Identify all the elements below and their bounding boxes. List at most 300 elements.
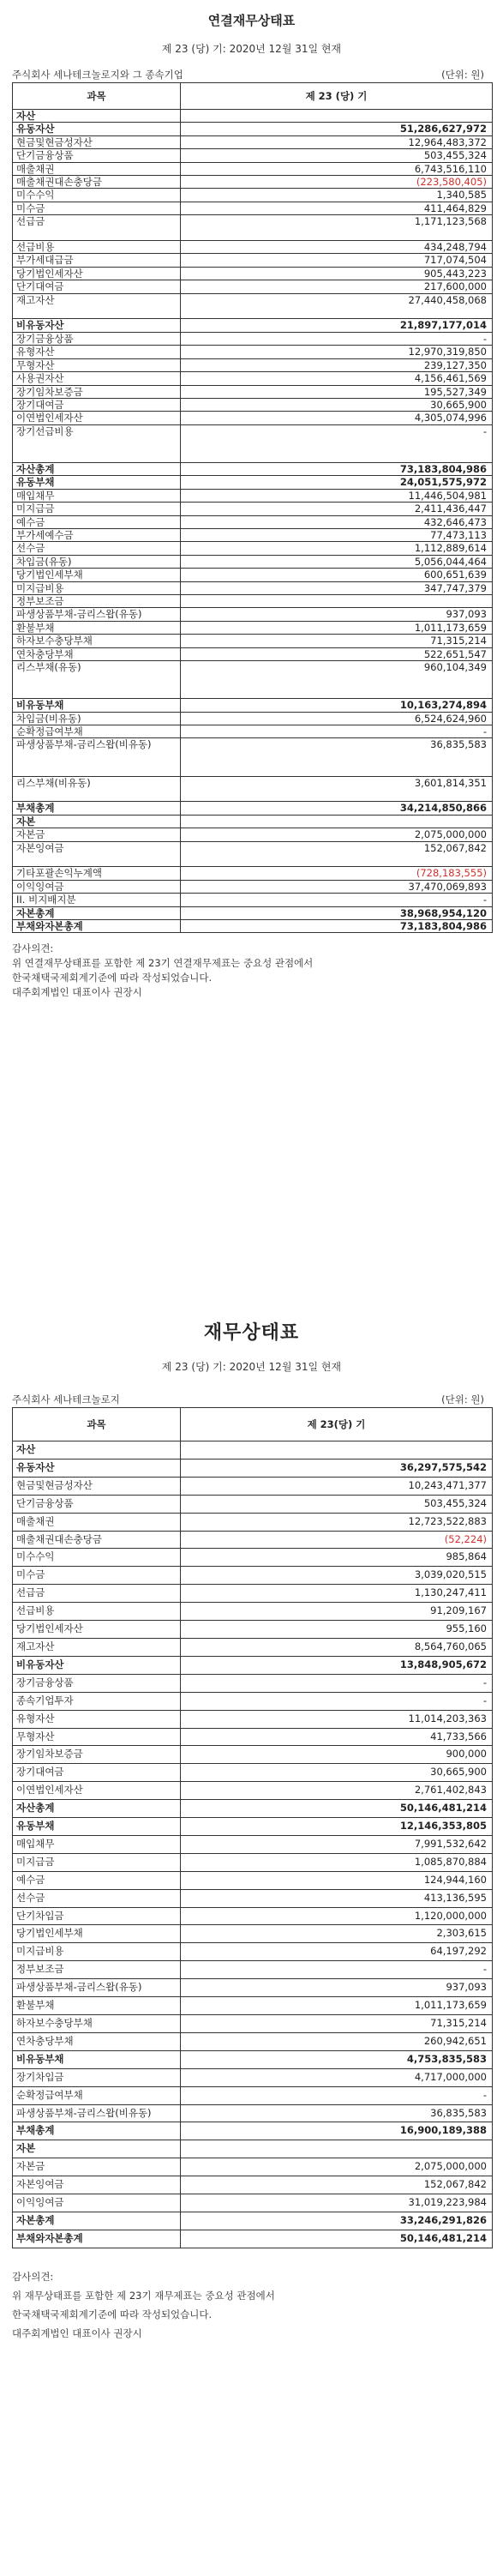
account-value: 71,315,214 <box>181 2015 493 2033</box>
account-label: 매출채권 <box>13 1513 181 1531</box>
table-row <box>13 1621 493 1639</box>
table-row <box>13 2140 493 2158</box>
account-value: - <box>181 424 493 437</box>
table-row <box>13 1835 493 1853</box>
account-label: 예수금 <box>13 515 181 528</box>
account-value: 50,146,481,214 <box>181 1800 493 1818</box>
table-row <box>13 867 493 880</box>
table-row <box>13 2068 493 2086</box>
account-value: 717,074,504 <box>181 254 493 267</box>
account-label: 매출채권대손충당금 <box>13 1531 181 1549</box>
account-value: 73,183,804,986 <box>181 462 493 475</box>
account-label: 부채총계 <box>13 2122 181 2140</box>
account-value: - <box>181 2086 493 2104</box>
company-name: 주식회사 세나테크놀로지와 그 종속기업 <box>12 69 183 81</box>
table-row <box>13 2158 493 2176</box>
account-label: 자본잉여금 <box>13 2176 181 2194</box>
table-row <box>13 1889 493 1907</box>
account-label: 유동부채 <box>13 476 181 489</box>
account-value: 12,146,353,805 <box>181 1818 493 1836</box>
account-value: 3,601,814,351 <box>181 776 493 789</box>
account-label: 사용권자산 <box>13 372 181 385</box>
account-label <box>13 306 181 319</box>
account-label: 파생상품부채-금리스왑(비유동) <box>13 2104 181 2122</box>
account-label: 하자보수충당부채 <box>13 635 181 647</box>
account-value: 33,246,291,826 <box>181 2212 493 2230</box>
table-row <box>13 1531 493 1549</box>
account-value <box>181 450 493 463</box>
table-row <box>13 2212 493 2230</box>
account-label: 장기임차보증금 <box>13 1746 181 1764</box>
table-row <box>13 594 493 607</box>
separate-subtitle: 제 23 (당) 기: 2020년 12월 31일 현재 <box>161 1361 342 1373</box>
account-value: 36,297,575,542 <box>181 1459 493 1477</box>
separate-meta <box>12 1392 491 1407</box>
table-row <box>13 906 493 919</box>
table-row <box>13 1459 493 1477</box>
table-row <box>13 2032 493 2050</box>
table-row <box>13 1567 493 1585</box>
audit-line: 한국채택국제회계기준에 따라 작성되었습니다. <box>12 2308 213 2320</box>
account-value <box>181 686 493 699</box>
account-value: 3,039,020,515 <box>181 1567 493 1585</box>
table-row <box>13 802 493 815</box>
account-label <box>13 450 181 463</box>
table-row <box>13 725 493 738</box>
account-value: 51,286,627,972 <box>181 123 493 135</box>
table-row <box>13 1549 493 1567</box>
account-value: 124,944,160 <box>181 1871 493 1889</box>
account-value: 1,130,247,411 <box>181 1585 493 1603</box>
account-value: 4,753,835,583 <box>181 2050 493 2068</box>
account-value: 960,104,349 <box>181 661 493 674</box>
account-label: 이연법인세자산 <box>13 412 181 424</box>
account-label: 환불부채 <box>13 621 181 634</box>
account-value: 985,864 <box>181 1549 493 1567</box>
account-label: 부채총계 <box>13 802 181 815</box>
account-value: 1,011,173,659 <box>181 621 493 634</box>
account-value: 4,305,074,996 <box>181 412 493 424</box>
account-label: 자본 <box>13 2140 181 2158</box>
account-value: 413,136,595 <box>181 1889 493 1907</box>
account-label: 단기금융상품 <box>13 149 181 162</box>
account-value: 955,160 <box>181 1621 493 1639</box>
account-value: 6,743,516,110 <box>181 162 493 175</box>
table-row <box>13 2104 493 2122</box>
table-row <box>13 450 493 463</box>
account-value: 27,440,458,068 <box>181 293 493 306</box>
account-label <box>13 437 181 449</box>
table-row <box>13 894 493 906</box>
audit-line: 감사의견: <box>12 942 54 955</box>
account-value: 12,970,319,850 <box>181 346 493 358</box>
account-value: 600,651,639 <box>181 569 493 581</box>
consolidated-meta <box>12 67 491 82</box>
table-row <box>13 215 493 228</box>
table-row <box>13 202 493 214</box>
account-value: 195,527,349 <box>181 385 493 398</box>
account-label: 비유동자산 <box>13 1656 181 1674</box>
table-row <box>13 1961 493 1979</box>
account-value <box>181 854 493 867</box>
table-row <box>13 372 493 385</box>
table-row <box>13 293 493 306</box>
account-label <box>13 789 181 802</box>
account-value: 11,014,203,363 <box>181 1710 493 1728</box>
table-row <box>13 332 493 345</box>
account-label: 선급비용 <box>13 241 181 254</box>
account-value: 503,455,324 <box>181 149 493 162</box>
account-label: 하자보수충당부채 <box>13 2015 181 2033</box>
account-value: 38,968,954,120 <box>181 906 493 919</box>
table-row <box>13 1871 493 1889</box>
table-row <box>13 149 493 162</box>
account-value: 8,564,760,065 <box>181 1638 493 1656</box>
account-label: 정부보조금 <box>13 594 181 607</box>
table-row <box>13 2050 493 2068</box>
account-label <box>13 751 181 763</box>
account-label: 선급금 <box>13 1585 181 1603</box>
account-value: - <box>181 1674 493 1692</box>
consolidated-title: 연결재무상태표 <box>207 13 296 28</box>
separate-section <box>0 1282 503 2576</box>
account-label: 재고자산 <box>13 1638 181 1656</box>
account-label: 순확정급여부채 <box>13 725 181 738</box>
account-label: 장기대여금 <box>13 1764 181 1782</box>
account-value: 347,747,379 <box>181 581 493 594</box>
account-value: 34,214,850,866 <box>181 802 493 815</box>
audit-line: 대주회계법인 대표이사 권장시 <box>12 2326 142 2339</box>
account-label: 현금및현금성자산 <box>13 135 181 148</box>
account-label: 자본금 <box>13 828 181 841</box>
table-row <box>13 267 493 280</box>
account-label: 단기금융상품 <box>13 1495 181 1513</box>
table-row <box>13 1638 493 1656</box>
table-row <box>13 110 493 123</box>
audit-line: 위 연결재무상태표를 포함한 제 23기 연결재무제표는 중요성 관점에서 <box>12 957 314 970</box>
account-label: 기타포괄손익누계액 <box>13 867 181 880</box>
table-row <box>13 1585 493 1603</box>
table-row <box>13 2086 493 2104</box>
account-label: 매출채권대손충당금 <box>13 176 181 189</box>
account-value: 900,000 <box>181 1746 493 1764</box>
table-row <box>13 254 493 267</box>
table-row <box>13 528 493 541</box>
account-label: 자산총계 <box>13 462 181 475</box>
table-row <box>13 1656 493 1674</box>
account-label: 유동자산 <box>13 123 181 135</box>
account-value: 30,665,900 <box>181 398 493 411</box>
table-row <box>13 1495 493 1513</box>
table-row <box>13 699 493 712</box>
table-row <box>13 1603 493 1621</box>
account-label: 미수수익 <box>13 1549 181 1567</box>
table-row <box>13 751 493 763</box>
account-value: 30,665,900 <box>181 1764 493 1782</box>
account-value: 5,056,044,464 <box>181 555 493 568</box>
account-value: 2,075,000,000 <box>181 2158 493 2176</box>
account-value: - <box>181 1692 493 1710</box>
table-row <box>13 789 493 802</box>
account-value: 239,127,350 <box>181 358 493 371</box>
table-row <box>13 1746 493 1764</box>
account-label: 리스부채(비유동) <box>13 776 181 789</box>
consolidated-balance-table <box>12 82 493 933</box>
account-label: 유동부채 <box>13 1818 181 1836</box>
account-label: 자본잉여금 <box>13 841 181 854</box>
table-row <box>13 661 493 674</box>
account-value <box>181 1441 493 1460</box>
account-value: 937,093 <box>181 608 493 621</box>
table-row <box>13 123 493 135</box>
account-value: 6,524,624,960 <box>181 712 493 725</box>
table-row <box>13 1997 493 2015</box>
account-value <box>181 228 493 241</box>
account-label: 장기금융상품 <box>13 1674 181 1692</box>
table-row <box>13 2015 493 2033</box>
account-value: 7,991,532,642 <box>181 1835 493 1853</box>
account-label: 자본금 <box>13 2158 181 2176</box>
table-row <box>13 241 493 254</box>
table-row <box>13 555 493 568</box>
account-value: - <box>181 894 493 906</box>
account-value <box>181 763 493 776</box>
account-label: 이연법인세자산 <box>13 1782 181 1800</box>
account-value: 12,964,483,372 <box>181 135 493 148</box>
account-value: 36,835,583 <box>181 738 493 751</box>
account-label: 미수금 <box>13 202 181 214</box>
table-row <box>13 621 493 634</box>
table-row <box>13 1943 493 1961</box>
table-row <box>13 647 493 660</box>
account-label: 미지급금 <box>13 1853 181 1871</box>
unit-label: (단위: 원) <box>441 69 484 81</box>
account-label: 매출채권 <box>13 162 181 175</box>
account-label: 파생상품부채-금리스왑(유동) <box>13 1979 181 1997</box>
account-label: 현금및현금성자산 <box>13 1477 181 1495</box>
account-value: 50,146,481,214 <box>181 2230 493 2248</box>
account-label: 차입금(유동) <box>13 555 181 568</box>
account-value: 1,085,870,884 <box>181 1853 493 1871</box>
table-row <box>13 2122 493 2140</box>
account-label: 자본총계 <box>13 906 181 919</box>
table-row <box>13 515 493 528</box>
table-row <box>13 1925 493 1943</box>
account-value: 1,011,173,659 <box>181 1997 493 2015</box>
account-value <box>181 594 493 607</box>
account-label: 부채와자본총계 <box>13 2230 181 2248</box>
audit-line: 대주회계법인 대표이사 권장시 <box>12 986 142 999</box>
separate-table-body <box>13 1441 493 2248</box>
table-row <box>13 1818 493 1836</box>
account-label: 당기법인세자산 <box>13 1621 181 1639</box>
account-label: 유형자산 <box>13 346 181 358</box>
account-label: 장기선급비용 <box>13 424 181 437</box>
account-value: 73,183,804,986 <box>181 920 493 933</box>
account-value: 12,723,522,883 <box>181 1513 493 1531</box>
account-label: 이익잉여금 <box>13 2194 181 2212</box>
account-label: 비유동부채 <box>13 2050 181 2068</box>
account-label: 연차충당부채 <box>13 2032 181 2050</box>
account-value: (728,183,555) <box>181 867 493 880</box>
table-row <box>13 412 493 424</box>
table-row <box>13 476 493 489</box>
account-value: 411,464,829 <box>181 202 493 214</box>
account-value <box>181 110 493 123</box>
account-value: 21,897,177,014 <box>181 319 493 332</box>
account-label: 이익잉여금 <box>13 880 181 893</box>
account-label: 매입채무 <box>13 1835 181 1853</box>
account-value: - <box>181 1961 493 1979</box>
table-row <box>13 569 493 581</box>
table-row <box>13 2176 493 2194</box>
period-header: 제 23(당) 기 <box>181 1408 493 1441</box>
consolidated-table-body <box>13 110 493 933</box>
account-label: 자산 <box>13 1441 181 1460</box>
table-row <box>13 398 493 411</box>
table-row <box>13 306 493 319</box>
account-label: 장기대여금 <box>13 398 181 411</box>
separate-balance-table <box>12 1407 493 2248</box>
account-label: 무형자산 <box>13 358 181 371</box>
table-row <box>13 280 493 293</box>
table-row <box>13 1853 493 1871</box>
table-row <box>13 763 493 776</box>
table-row <box>13 162 493 175</box>
table-row <box>13 1800 493 1818</box>
account-value: 16,900,189,388 <box>181 2122 493 2140</box>
account-label: 연차충당부채 <box>13 647 181 660</box>
account-label: 부채와자본총계 <box>13 920 181 933</box>
account-label: 파생상품부채-금리스왑(비유동) <box>13 738 181 751</box>
table-row <box>13 1477 493 1495</box>
table-row <box>13 738 493 751</box>
account-value: 71,315,214 <box>181 635 493 647</box>
table-row <box>13 1728 493 1746</box>
account-label: 미수금 <box>13 1567 181 1585</box>
consolidated-section <box>0 0 503 1282</box>
audit-line: 감사의견: <box>12 2270 54 2283</box>
table-row <box>13 841 493 854</box>
account-label: 당기법인세부채 <box>13 1925 181 1943</box>
account-label: II. 비지배지분 <box>13 894 181 906</box>
account-label: 무형자산 <box>13 1728 181 1746</box>
account-value <box>181 673 493 685</box>
account-value: 2,075,000,000 <box>181 828 493 841</box>
table-row <box>13 135 493 148</box>
table-row <box>13 437 493 449</box>
account-label: 비유동자산 <box>13 319 181 332</box>
account-label: 자산 <box>13 110 181 123</box>
table-row <box>13 776 493 789</box>
account-value: 152,067,842 <box>181 2176 493 2194</box>
account-label: 자산총계 <box>13 1800 181 1818</box>
account-value <box>181 437 493 449</box>
account-value: 4,717,000,000 <box>181 2068 493 2086</box>
table-row <box>13 424 493 437</box>
separate-title: 재무상태표 <box>203 1322 300 1344</box>
account-label: 정부보조금 <box>13 1961 181 1979</box>
account-value: 1,120,000,000 <box>181 1907 493 1925</box>
account-value: 152,067,842 <box>181 841 493 854</box>
account-label: 장기금융상품 <box>13 332 181 345</box>
account-value: 64,197,292 <box>181 1943 493 1961</box>
table-row <box>13 686 493 699</box>
table-row <box>13 854 493 867</box>
table-row <box>13 828 493 841</box>
company-name: 주식회사 세나테크놀로지 <box>12 1393 120 1405</box>
account-label: 단기차입금 <box>13 1907 181 1925</box>
audit-line: 한국채택국제회계기준에 따라 작성되었습니다. <box>12 972 213 984</box>
table-row <box>13 920 493 933</box>
account-label: 재고자산 <box>13 293 181 306</box>
account-value: 1,340,585 <box>181 189 493 202</box>
account-label: 부가세예수금 <box>13 528 181 541</box>
account-label: 장기차입금 <box>13 2068 181 2086</box>
account-value: 4,156,461,569 <box>181 372 493 385</box>
account-label: 선수금 <box>13 1889 181 1907</box>
account-value <box>181 2140 493 2158</box>
account-label: 차입금(비유동) <box>13 712 181 725</box>
account-value <box>181 815 493 828</box>
table-row <box>13 1782 493 1800</box>
table-row <box>13 489 493 502</box>
account-label: 미지급비용 <box>13 1943 181 1961</box>
account-label <box>13 228 181 241</box>
account-label: 선급금 <box>13 215 181 228</box>
account-value: 260,942,651 <box>181 2032 493 2050</box>
account-value: 1,171,123,568 <box>181 215 493 228</box>
separate-audit-opinion <box>12 2267 503 2343</box>
account-value: 503,455,324 <box>181 1495 493 1513</box>
account-header: 과목 <box>13 83 181 110</box>
table-row <box>13 385 493 398</box>
account-value <box>181 751 493 763</box>
table-row <box>13 1674 493 1692</box>
account-value: 434,248,794 <box>181 241 493 254</box>
table-row <box>13 1907 493 1925</box>
table-row <box>13 1710 493 1728</box>
account-value: 937,093 <box>181 1979 493 1997</box>
table-row <box>13 1513 493 1531</box>
consolidated-audit-opinion <box>12 942 503 1000</box>
table-row <box>13 2230 493 2248</box>
table-row <box>13 635 493 647</box>
table-row <box>13 2194 493 2212</box>
account-label: 비유동부채 <box>13 699 181 712</box>
table-row <box>13 608 493 621</box>
account-value: 24,051,575,972 <box>181 476 493 489</box>
account-label <box>13 854 181 867</box>
account-label: 유형자산 <box>13 1710 181 1728</box>
account-value: 37,470,069,893 <box>181 880 493 893</box>
table-row <box>13 358 493 371</box>
account-label: 자본총계 <box>13 2212 181 2230</box>
table-row <box>13 1441 493 1460</box>
account-value <box>181 789 493 802</box>
account-value: 31,019,223,984 <box>181 2194 493 2212</box>
account-label: 미지급금 <box>13 503 181 515</box>
table-row <box>13 542 493 555</box>
table-row <box>13 815 493 828</box>
table-row <box>13 346 493 358</box>
account-label <box>13 686 181 699</box>
account-label: 리스부채(유동) <box>13 661 181 674</box>
account-label: 미지급비용 <box>13 581 181 594</box>
account-value: 2,761,402,843 <box>181 1782 493 1800</box>
account-value: 77,473,113 <box>181 528 493 541</box>
account-label: 자본 <box>13 815 181 828</box>
